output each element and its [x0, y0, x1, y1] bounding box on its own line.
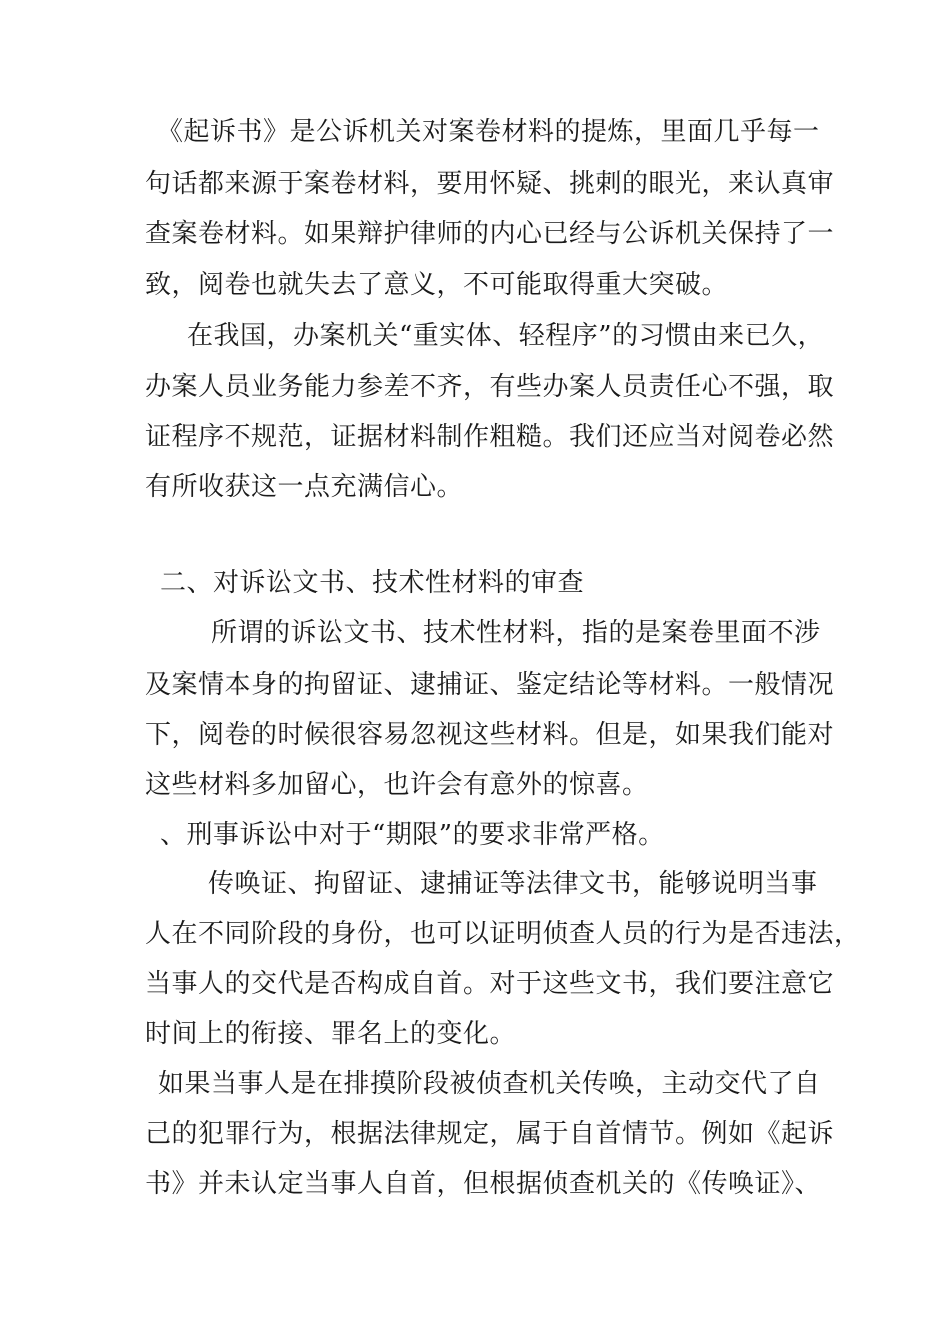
text-line: 己的犯罪行为，根据法律规定，属于自首情节。例如《起诉 — [145, 1119, 835, 1149]
text-line: 有所收获这一点充满信心。 — [145, 472, 464, 502]
subheading-line: 、刑事诉讼中对于“期限”的要求非常严格。 — [160, 820, 665, 850]
text-line: 下，阅卷的时候很容易忽视这些材料。但是，如果我们能对 — [145, 720, 835, 750]
text-line: 句话都来源于案卷材料，要用怀疑、挑剌的眼光，来认真审 — [145, 169, 835, 199]
text-line: 证程序不规范，证据材料制作粗糙。我们还应当对阅卷必然 — [145, 422, 835, 452]
text-line: 当事人的交代是否构成自首。对于这些文书，我们要注意它 — [145, 969, 835, 999]
text-line: 《起诉书》是公诉机关对案卷材料的提炼，里面几乎每一 — [157, 117, 820, 147]
text-line: 如果当事人是在排摸阶段被侦查机关传唤，主动交代了自 — [158, 1069, 821, 1099]
text-line: 致，阅卷也就失去了意义，不可能取得重大突破。 — [145, 270, 729, 300]
text-line: 传唤证、拘留证、逮捕证等法律文书，能够说明当事 — [208, 869, 818, 899]
text-line: 时间上的衔接、罪名上的变化。 — [145, 1019, 517, 1049]
text-line: 办案人员业务能力参差不齐，有些办案人员责任心不强，取 — [145, 372, 835, 402]
text-line: 所谓的诉讼文书、技术性材料，指的是案卷里面不涉 — [211, 618, 821, 648]
text-line: 在我国，办案机关“重实体、轻程序”的习惯由来已久， — [187, 321, 825, 351]
text-line: 这些材料多加留心，也许会有意外的惊喜。 — [145, 770, 649, 800]
text-line: 人在不同阶段的身份，也可以证明侦查人员的行为是否违法， — [145, 919, 861, 949]
text-line: 书》并未认定当事人自首，但根据侦查机关的《传唤证》、 — [145, 1169, 822, 1199]
section-heading: 二、对诉讼文书、技术性材料的审查 — [160, 568, 585, 598]
text-line: 及案情本身的拘留证、逮捕证、鉴定结论等材料。一般情况 — [145, 670, 835, 700]
text-line: 查案卷材料。如果辩护律师的内心已经与公诉机关保持了一 — [145, 219, 835, 249]
